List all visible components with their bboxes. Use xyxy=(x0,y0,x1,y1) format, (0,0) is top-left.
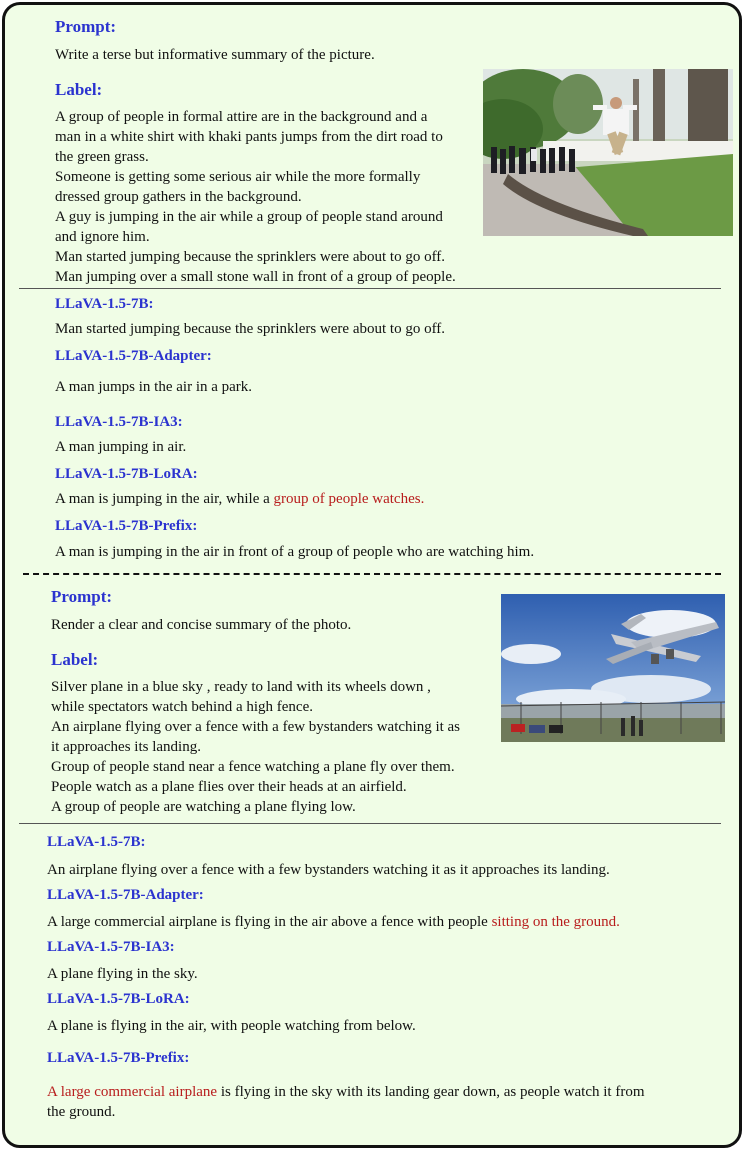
hallucination-highlight: A large commercial airplane xyxy=(47,1084,218,1100)
label-heading-2: Label: xyxy=(51,650,99,669)
model-output xyxy=(55,489,424,509)
airplane-photo xyxy=(501,594,725,742)
label-line: Someone is getting some serious air while the more formally xyxy=(55,169,421,185)
label-text-1 xyxy=(55,107,495,287)
model-output: A man jumping in air. xyxy=(55,439,187,455)
model-output: Man started jumping because the sprinklers were about to go off. xyxy=(55,321,446,337)
hallucination-highlight: sitting on the ground. xyxy=(491,914,620,930)
section-divider xyxy=(19,288,721,289)
label-text-2 xyxy=(51,677,501,817)
figure-panel xyxy=(2,2,742,1148)
model-output-continued: the ground. xyxy=(47,1104,116,1120)
model-name: LLaVA-1.5-7B-Prefix: xyxy=(47,1050,190,1066)
label-heading-1: Label: xyxy=(55,80,103,99)
model-name: LLaVA-1.5-7B: xyxy=(47,834,146,850)
label-line: dressed group gathers in the background. xyxy=(55,189,302,205)
model-name: LLaVA-1.5-7B-LoRA: xyxy=(47,991,190,1007)
model-name: LLaVA-1.5-7B-LoRA: xyxy=(55,466,198,482)
label-line: A group of people are watching a plane flying low. xyxy=(51,799,356,815)
example-separator xyxy=(23,573,721,575)
model-name: LLaVA-1.5-7B-IA3: xyxy=(55,414,183,430)
model-output: An airplane flying over a fence with a few bystanders watching it as it approaches its landing. xyxy=(47,862,610,878)
label-line: A guy is jumping in the air while a group of people stand around xyxy=(55,209,443,225)
label-line: Group of people stand near a fence watching a plane fly over them. xyxy=(51,759,455,775)
model-name: LLaVA-1.5-7B-Adapter: xyxy=(47,887,204,903)
label-line: the green grass. xyxy=(55,149,149,165)
model-output: A man is jumping in the air in front of a group of people who are watching him. xyxy=(55,544,535,560)
label-line: People watch as a plane flies over their heads at an airfield. xyxy=(51,779,407,795)
model-name: LLaVA-1.5-7B-Prefix: xyxy=(55,518,198,534)
model-name: LLaVA-1.5-7B: xyxy=(55,296,154,312)
model-output: A plane is flying in the air, with people watching from below. xyxy=(47,1018,416,1034)
label-line: while spectators watch behind a high fence. xyxy=(51,699,313,715)
model-name: LLaVA-1.5-7B-IA3: xyxy=(47,939,175,955)
jumping-man-photo xyxy=(483,69,733,236)
section-divider xyxy=(19,823,721,824)
model-name: LLaVA-1.5-7B-Adapter: xyxy=(55,348,212,364)
model-output xyxy=(47,1082,645,1102)
model-output: A man jumps in the air in a park. xyxy=(55,379,253,395)
model-output xyxy=(47,912,620,932)
prompt-text-1: Write a terse but informative summary of the picture. xyxy=(55,47,375,63)
prompt-heading-2: Prompt: xyxy=(51,587,113,606)
label-line: Man jumping over a small stone wall in front of a group of people. xyxy=(55,269,456,285)
label-line: man in a white shirt with khaki pants jumps from the dirt road to xyxy=(55,129,443,145)
label-line: A group of people in formal attire are in the background and a xyxy=(55,109,428,125)
output-text: A large commercial airplane is flying in the air above a fence with people xyxy=(47,914,492,930)
label-line: Silver plane in a blue sky , ready to land with its wheels down , xyxy=(51,679,431,695)
label-line: it approaches its landing. xyxy=(51,739,201,755)
model-output: A plane flying in the sky. xyxy=(47,966,198,982)
output-text: is flying in the sky with its landing gear down, as people watch it from xyxy=(217,1084,645,1100)
label-line: and ignore him. xyxy=(55,229,150,245)
output-text: A man is jumping in the air, while a xyxy=(55,491,274,507)
prompt-text-2: Render a clear and concise summary of the photo. xyxy=(51,617,352,633)
hallucination-highlight: group of people watches. xyxy=(273,491,425,507)
label-line: An airplane flying over a fence with a few bystanders watching it as xyxy=(51,719,461,735)
prompt-heading-1: Prompt: xyxy=(55,17,117,36)
label-line: Man started jumping because the sprinklers were about to go off. xyxy=(55,249,446,265)
